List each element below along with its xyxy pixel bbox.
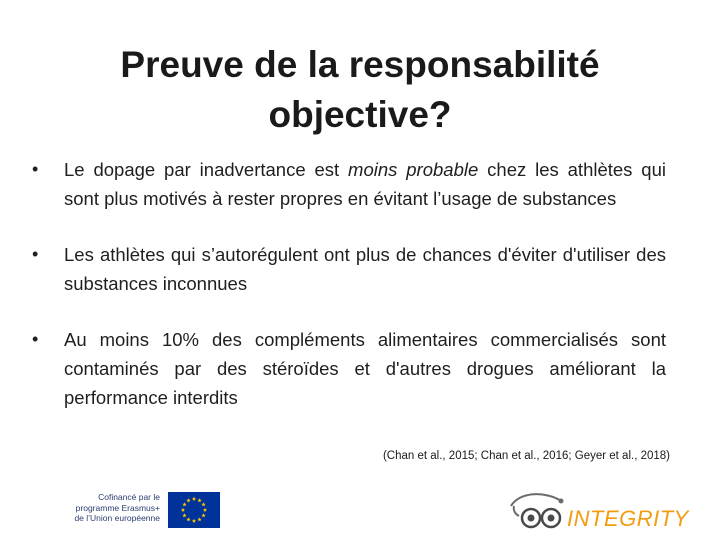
eu-logo-line-1: Cofinancé par le (98, 492, 160, 502)
eu-logo-line-3: de l’Union européenne (74, 513, 160, 523)
integrity-logo-text: INTEGRITY (567, 506, 689, 531)
bullet-marker: • (32, 329, 39, 349)
eu-logo-text (22, 492, 160, 524)
slide-title (60, 40, 660, 140)
bullet-text: Au moins 10% des compléments alimentaires commercialisés sont contaminés par des stéroïdes et d'autres drogues améliorant la performance interdits (64, 329, 666, 408)
bullet-item (30, 240, 666, 298)
eu-logo-line-2: programme Erasmus+ (75, 502, 160, 513)
bullet-list (30, 155, 666, 412)
eu-flag-icon (168, 492, 220, 528)
bullet-text-start: Le dopage par inadvertance est (64, 159, 349, 180)
bullet-item (30, 155, 666, 213)
citation: (Chan et al., 2015; Chan et al., 2016; Geyer et al., 2018) (382, 450, 670, 462)
bullet-text: Les athlètes qui s’autorégulent ont plus de chances d'éviter d'utiliser des substances inconnues (64, 244, 666, 294)
bullet-emphasis: moins probable (348, 159, 479, 180)
bullet-marker: • (32, 244, 39, 264)
eu-cofunding-logo (22, 490, 220, 530)
bullet-item (30, 325, 666, 412)
title-line-1: Preuve de la responsabilité (120, 44, 600, 85)
bullet-text-end: chez les athlètes qui sont plus motivés à rester propres en évitant l’usage de substances (64, 159, 666, 209)
bullet-marker: • (32, 159, 39, 179)
eyes-mask-icon (505, 488, 575, 534)
integrity-logo (505, 488, 705, 534)
title-line-2: objective? (268, 94, 452, 135)
